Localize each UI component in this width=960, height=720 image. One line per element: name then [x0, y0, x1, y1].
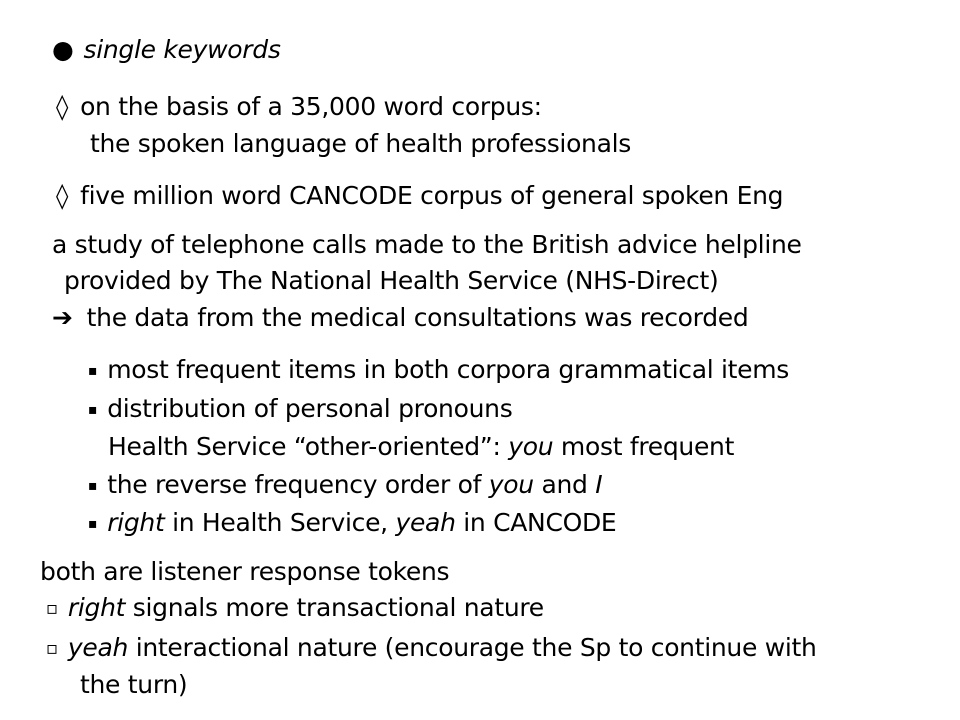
response-item-2-text: interactional nature (encourage the Sp to continue with	[128, 633, 817, 662]
study-line-3	[52, 303, 748, 333]
corpus-text: on the basis of a 35,000 word corpus:	[80, 92, 542, 121]
diamond-bullet-icon: ◊	[56, 92, 69, 121]
square-bullet-icon: ▪	[88, 402, 98, 418]
square-bullet-icon: ▪	[88, 478, 98, 494]
response-item-2	[46, 633, 817, 664]
response-item-2-continued: the turn)	[80, 670, 188, 699]
finding-item-3	[88, 470, 602, 501]
study-line-1: a study of telephone calls made to the British advice helpline	[52, 230, 802, 259]
response-tokens-heading: both are listener response tokens	[40, 557, 450, 586]
finding-item-2-text: distribution of personal pronouns	[107, 394, 513, 423]
keywords-heading	[52, 35, 281, 65]
keywords-title: single keywords	[83, 35, 281, 64]
finding-item-4	[88, 508, 616, 539]
finding-item-2	[88, 394, 512, 425]
finding-item-1	[88, 355, 789, 386]
you-term: you	[508, 432, 554, 461]
yeah-term: yeah	[395, 508, 456, 537]
corpus-point	[56, 92, 542, 122]
finding-item-2-detail	[108, 432, 734, 462]
cancode-text: five million word CANCODE corpus of general spoken Eng	[80, 181, 784, 210]
right-term: right	[107, 508, 165, 537]
finding-item-4-end: in CANCODE	[455, 508, 617, 537]
detail-text: Health Service “other-oriented”:	[108, 432, 509, 461]
detail-text-end: most frequent	[553, 432, 735, 461]
round-bullet-icon: ●	[52, 35, 74, 64]
study-line-3-text: the data from the medical consultations was recorded	[86, 303, 749, 332]
finding-item-4-mid: in Health Service,	[164, 508, 396, 537]
cancode-point	[56, 181, 783, 211]
finding-item-1-text: most frequent items in both corpora grammatical items	[107, 355, 790, 384]
square-bullet-icon: ▪	[88, 516, 98, 532]
right-term: right	[67, 593, 126, 622]
hollow-square-bullet-icon: ▫	[46, 638, 58, 659]
yeah-term: yeah	[67, 633, 129, 662]
and-text: and	[533, 470, 596, 499]
square-bullet-icon: ▪	[88, 363, 98, 379]
diamond-bullet-icon: ◊	[56, 181, 69, 210]
finding-item-3-text: the reverse frequency order of	[107, 470, 489, 499]
study-line-2: provided by The National Health Service (NHS-Direct)	[64, 266, 719, 295]
hollow-square-bullet-icon: ▫	[46, 598, 58, 619]
corpus-point-continued: the spoken language of health professionals	[90, 129, 631, 158]
response-item-1	[46, 593, 544, 624]
i-term: I	[595, 470, 603, 499]
arrow-right-icon: ➔	[52, 303, 73, 332]
you-term: you	[488, 470, 534, 499]
response-item-1-text: signals more transactional nature	[125, 593, 544, 622]
